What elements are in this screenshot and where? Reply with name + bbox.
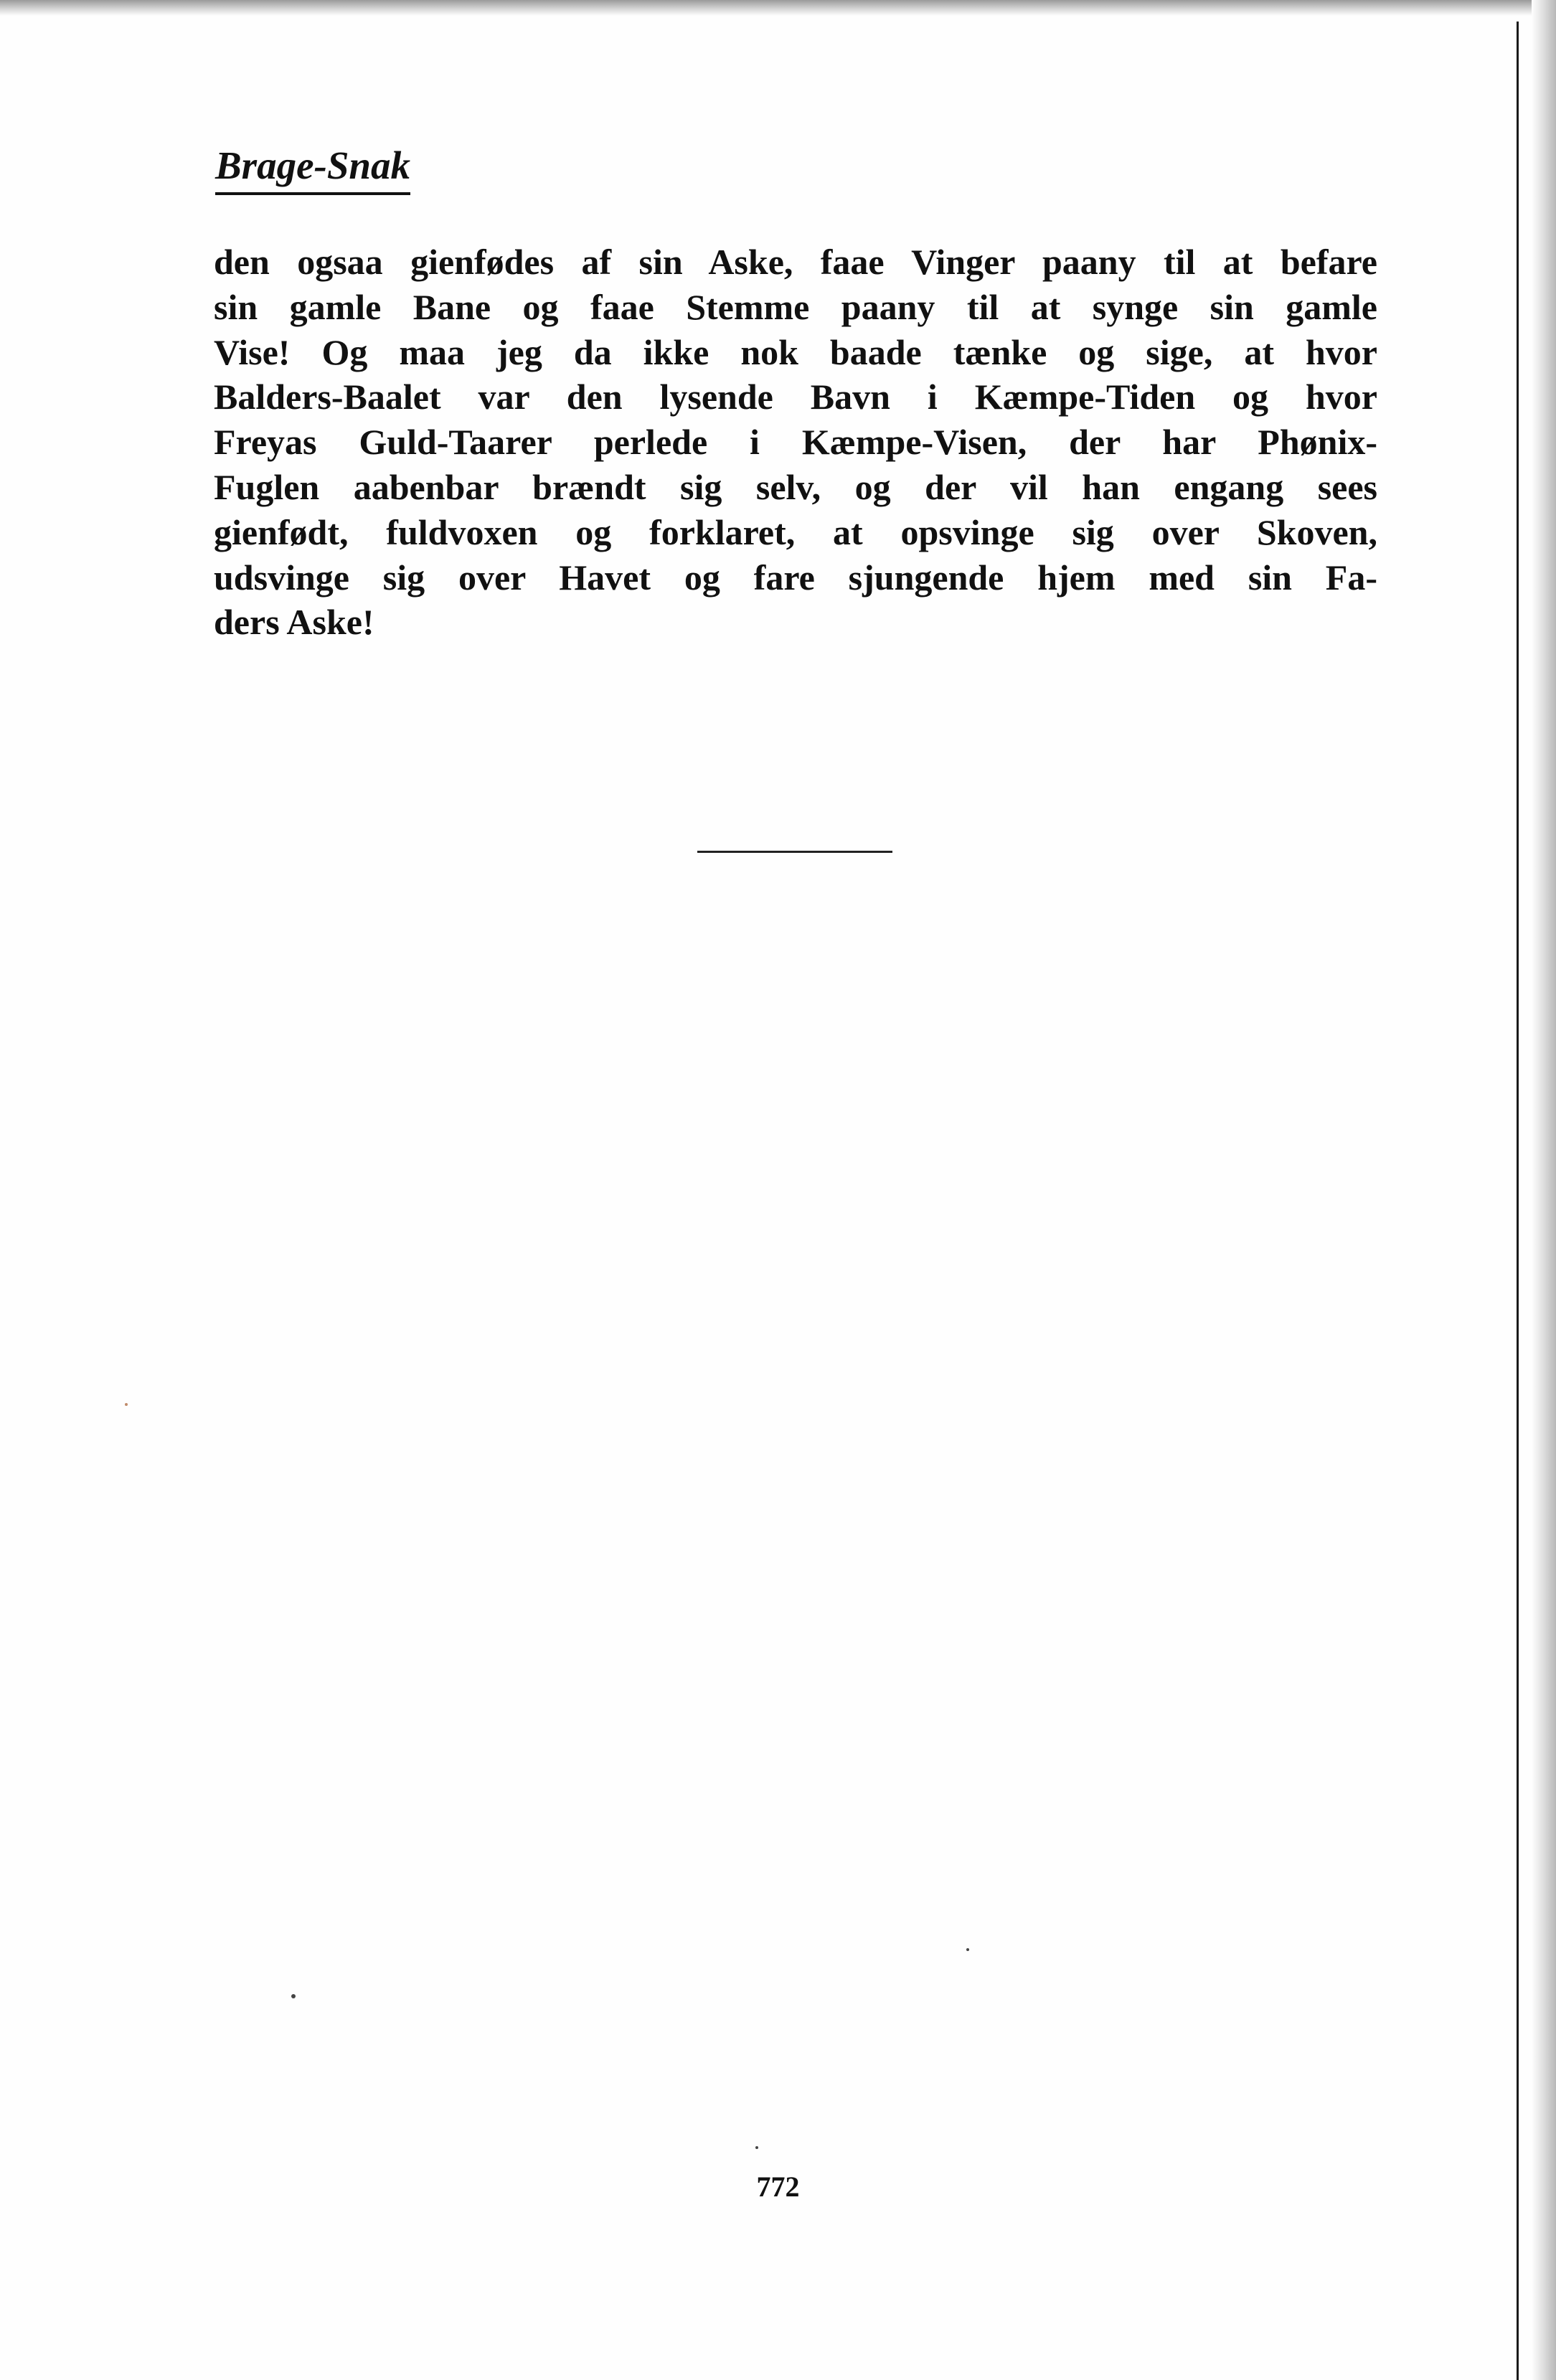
scan-speck <box>966 1948 969 1951</box>
section-divider-rule <box>697 851 892 853</box>
text-line: Freyas Guld-Taarer perlede i Kæmpe-Visen, der har Phønix- <box>214 422 1377 463</box>
text-line: den ogsaa gienfødes af sin Aske, faae Vinger paany til at befare <box>214 242 1377 282</box>
scan-speck <box>755 2146 758 2149</box>
body-paragraph <box>214 240 1377 645</box>
scan-speck <box>125 1403 128 1406</box>
text-line: Balders-Baalet var den lysende Bavn i Kæmpe-Tiden og hvor <box>214 377 1377 417</box>
page-number: 772 <box>756 2171 800 2203</box>
text-line: Vise! Og maa jeg da ikke nok baade tænke og sige, at hvor <box>214 331 1377 372</box>
text-line: sin gamle Bane og faae Stemme paany til at synge sin gamle <box>214 286 1377 327</box>
scan-speck <box>291 1994 296 1998</box>
scan-top-edge <box>0 0 1556 16</box>
text-line: gienfødt, fuldvoxen og forklaret, at opsvinge sig over Skoven, <box>214 511 1377 552</box>
running-head: Brage-Snak <box>215 141 410 195</box>
scan-right-border-line <box>1517 22 1519 2380</box>
text-line: ders Aske! <box>214 602 374 643</box>
scan-right-edge <box>1532 0 1556 2380</box>
text-line: udsvinge sig over Havet og fare sjungende hjem med sin Fa- <box>214 557 1377 598</box>
text-line: Fuglen aabenbar brændt sig selv, og der vil han engang sees <box>214 466 1377 507</box>
